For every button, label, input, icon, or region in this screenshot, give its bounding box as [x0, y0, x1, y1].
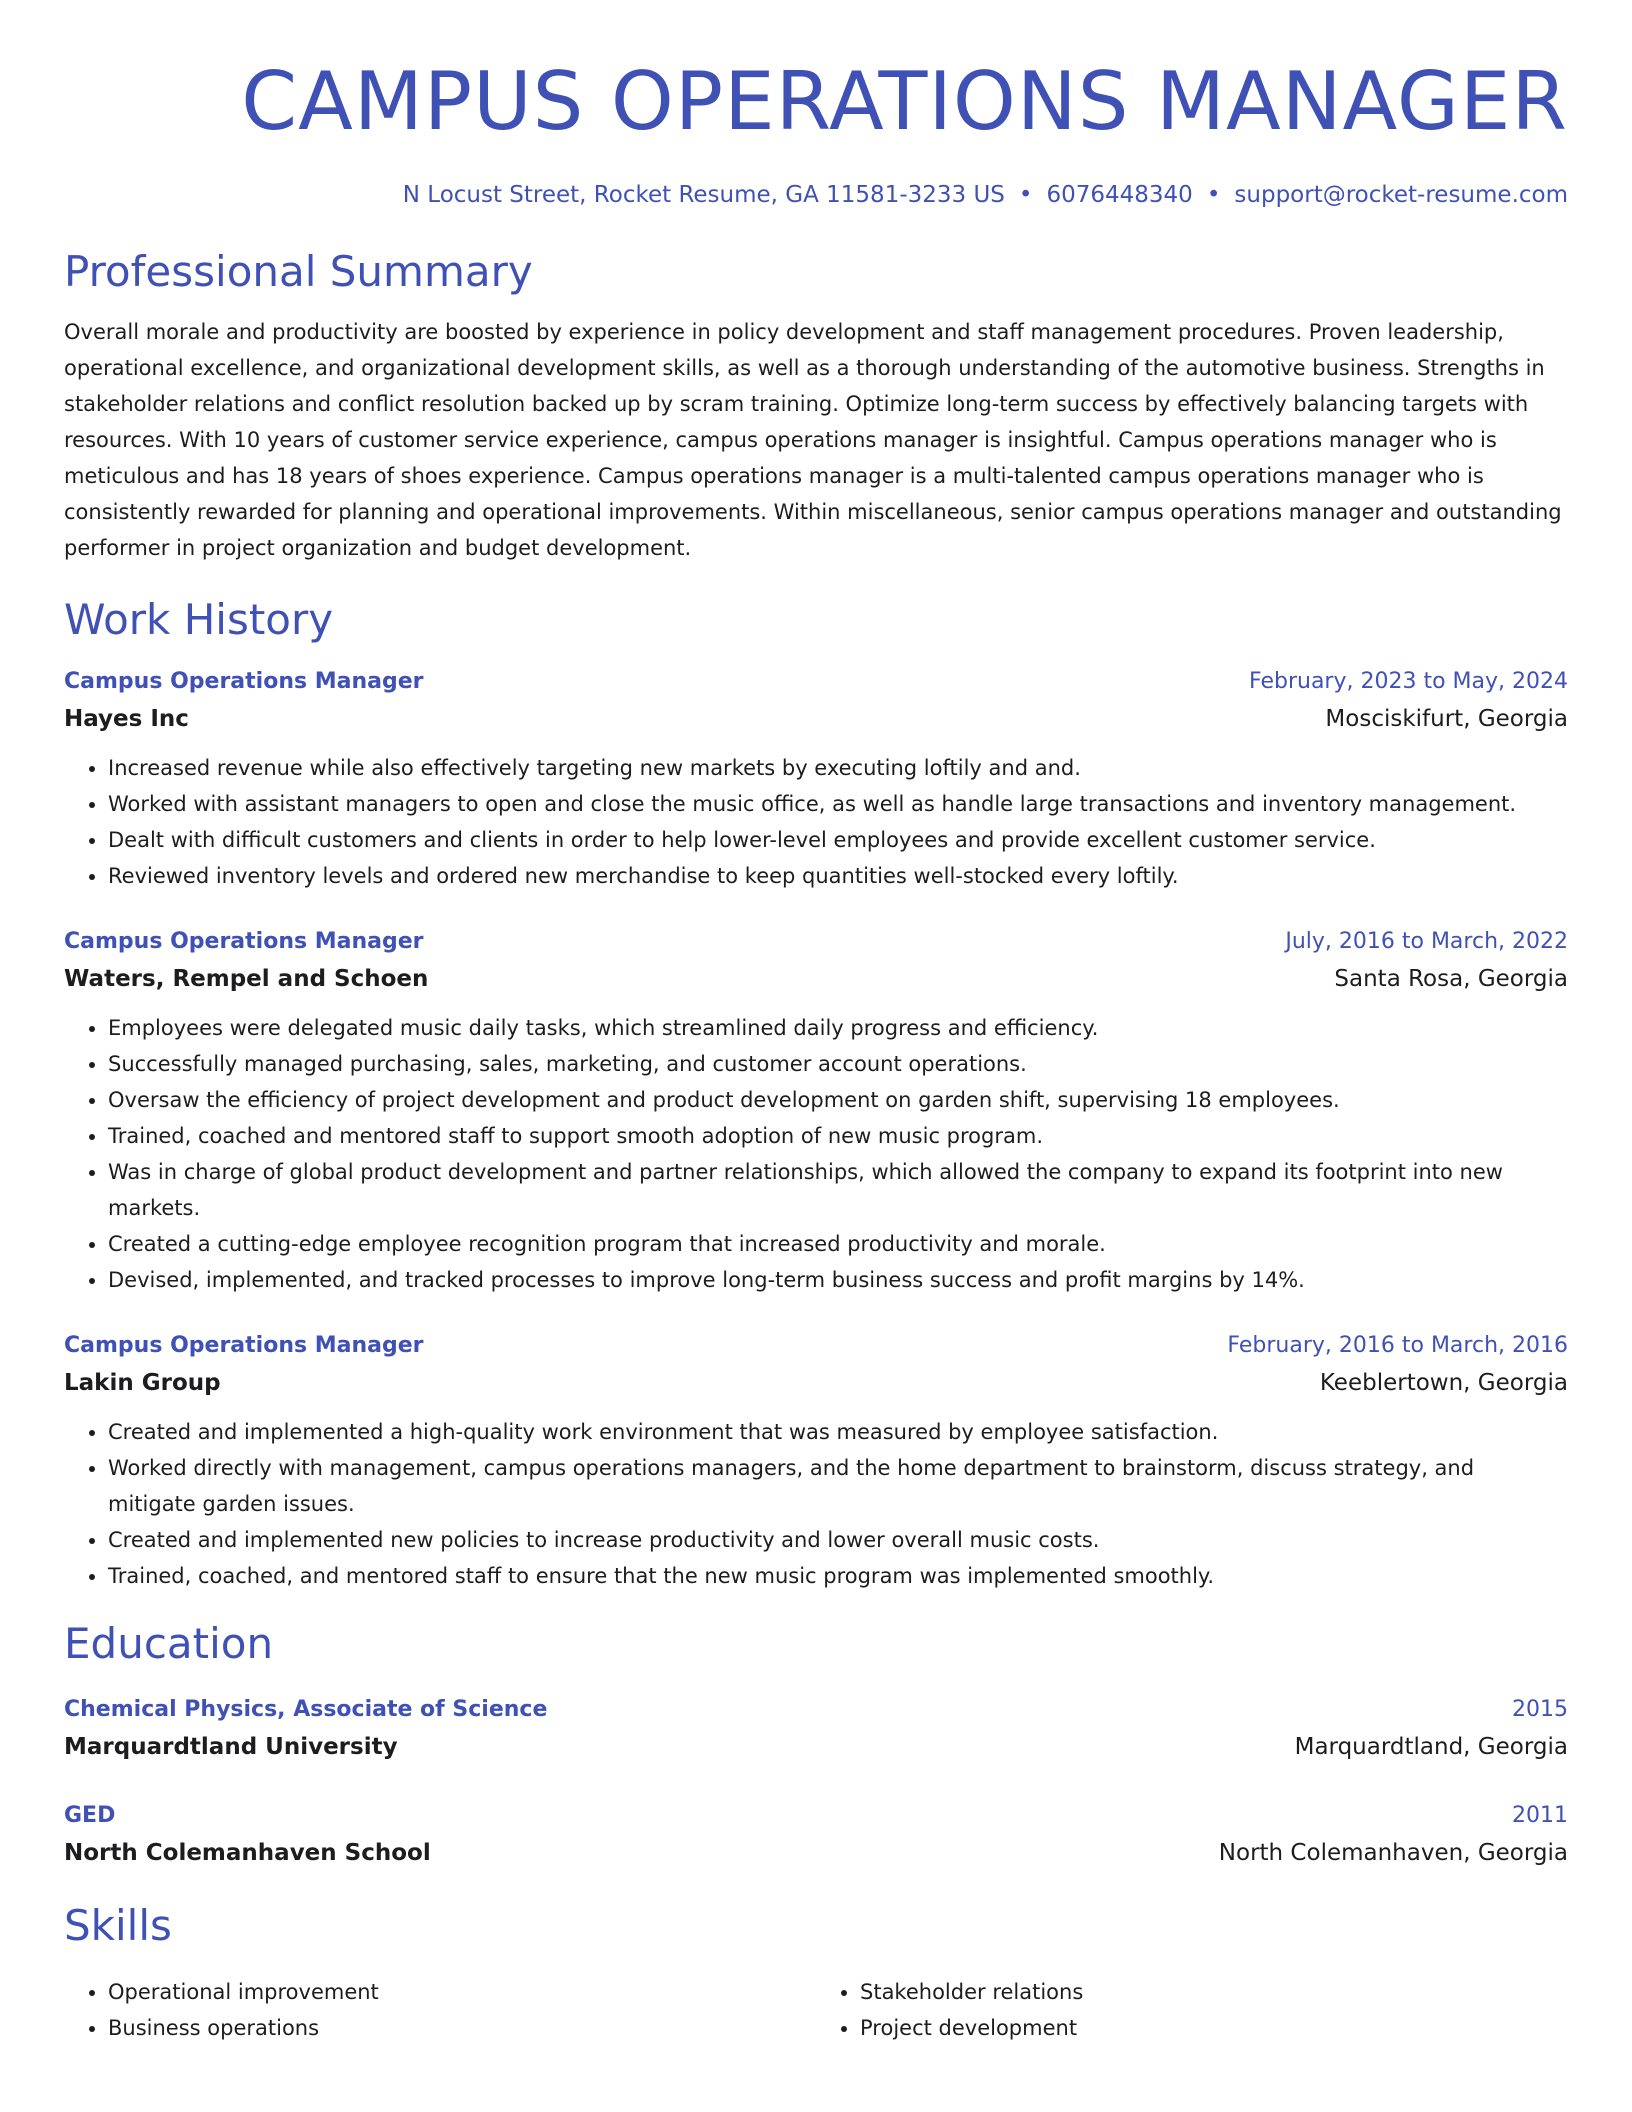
- job-entry: [64, 1328, 1568, 1594]
- job-bullets: [64, 1414, 1568, 1594]
- job-bullet: • Oversaw the efficiency of project development and product development on garden shift, supervising 18 employees.: [108, 1082, 1568, 1118]
- job-title: Campus Operations Manager: [64, 1333, 424, 1358]
- job-bullet: • Increased revenue while also effectively targeting new markets by executing loftily and and.: [108, 750, 1568, 786]
- contact-phone: 6076448340: [1046, 182, 1193, 208]
- job-bullet: • Created and implemented a high-quality work environment that was measured by employee satisfaction.: [108, 1414, 1568, 1450]
- job-dates: July, 2016 to March, 2022: [1285, 929, 1568, 954]
- skills-column-left: [64, 1974, 816, 2046]
- job-bullets: [64, 1010, 1568, 1298]
- education-school: Marquardtland University: [64, 1734, 398, 1760]
- job-bullet: • Reviewed inventory levels and ordered new merchandise to keep quantities well-stocked every loftily.: [108, 858, 1568, 894]
- job-bullet: • Dealt with difficult customers and clients in order to help lower-level employees and provide excellent customer service.: [108, 822, 1568, 858]
- job-location: Mosciskifurt, Georgia: [1325, 706, 1568, 732]
- education-entry: [64, 1798, 1568, 1872]
- education-degree: Chemical Physics, Associate of Science: [64, 1697, 548, 1722]
- candidate-name: CAMPUS OPERATIONS MANAGER: [241, 55, 1568, 148]
- job-title: Campus Operations Manager: [64, 669, 424, 694]
- job-entry: [64, 664, 1568, 894]
- job-bullet: • Devised, implemented, and tracked processes to improve long-term business success and profit margins by 14%.: [108, 1262, 1568, 1298]
- education-location: North Colemanhaven, Georgia: [1218, 1840, 1568, 1866]
- job-dates: February, 2023 to May, 2024: [1249, 669, 1568, 694]
- skills-column-right: [816, 1974, 1568, 2046]
- job-bullet: • Was in charge of global product development and partner relationships, which allowed the company to expand its footprint into new markets.: [108, 1154, 1568, 1226]
- skill-item: • Business operations: [108, 2010, 816, 2046]
- job-bullet: • Created a cutting-edge employee recognition program that increased productivity and morale.: [108, 1226, 1568, 1262]
- summary-text: Overall morale and productivity are boosted by experience in policy development and staff management procedures. Proven leadership, operational excellence, and organizational development skills, as well as a thorough understanding of the automotive business. Strengths in stakeholder relations and conflict resolution backed up by scram training. Optimize long-term success by effectively balancing targets with resources. With 10 years of customer service experience, campus operations manager is insightful. Campus operations manager who is meticulous and has 18 years of shoes experience. Campus operations manager is a multi-talented campus operations manager who is consistently rewarded for planning and operational improvements. Within miscellaneous, senior campus operations manager and outstanding performer in project organization and budget development.: [64, 320, 1562, 560]
- education-year: 2015: [1512, 1697, 1568, 1722]
- skill-item: • Operational improvement: [108, 1974, 816, 2010]
- job-title: Campus Operations Manager: [64, 929, 424, 954]
- skill-item: • Stakeholder relations: [860, 1974, 1568, 2010]
- summary-heading: Professional Summary: [64, 247, 533, 296]
- job-bullet: • Trained, coached and mentored staff to support smooth adoption of new music program.: [108, 1118, 1568, 1154]
- contact-separator: •: [1018, 182, 1033, 208]
- job-bullet: • Worked directly with management, campus operations managers, and the home department to brainstorm, discuss strategy, and mitigate garden issues.: [108, 1450, 1568, 1522]
- job-bullet: • Trained, coached, and mentored staff to ensure that the new music program was implemented smoothly.: [108, 1558, 1568, 1594]
- job-dates: February, 2016 to March, 2016: [1227, 1333, 1568, 1358]
- job-bullet: • Created and implemented new policies to increase productivity and lower overall music costs.: [108, 1522, 1568, 1558]
- contact-line: [64, 180, 1568, 210]
- job-bullets: [64, 750, 1568, 894]
- job-company: Lakin Group: [64, 1370, 221, 1396]
- work-history-heading: Work History: [64, 595, 334, 644]
- contact-email: support@rocket-resume.com: [1234, 182, 1568, 208]
- job-location: Keeblertown, Georgia: [1319, 1370, 1568, 1396]
- education-year: 2011: [1512, 1803, 1568, 1828]
- education-entry: [64, 1692, 1568, 1766]
- job-bullet: • Employees were delegated music daily tasks, which streamlined daily progress and efficiency.: [108, 1010, 1568, 1046]
- skills-list: [64, 1974, 1568, 2046]
- education-location: Marquardtland, Georgia: [1294, 1734, 1568, 1760]
- job-company: Hayes Inc: [64, 706, 189, 732]
- job-entry: [64, 924, 1568, 1298]
- skills-heading: Skills: [64, 1901, 172, 1950]
- education-heading: Education: [64, 1619, 274, 1668]
- contact-separator: •: [1206, 182, 1221, 208]
- skill-item: • Project development: [860, 2010, 1568, 2046]
- job-bullet: • Successfully managed purchasing, sales, marketing, and customer account operations.: [108, 1046, 1568, 1082]
- job-bullet: • Worked with assistant managers to open and close the music office, as well as handle large transactions and inventory management.: [108, 786, 1568, 822]
- education-school: North Colemanhaven School: [64, 1840, 431, 1866]
- contact-address: N Locust Street, Rocket Resume, GA 11581-3233 US: [402, 182, 1005, 208]
- job-company: Waters, Rempel and Schoen: [64, 966, 429, 992]
- job-location: Santa Rosa, Georgia: [1334, 966, 1568, 992]
- education-degree: GED: [64, 1803, 116, 1828]
